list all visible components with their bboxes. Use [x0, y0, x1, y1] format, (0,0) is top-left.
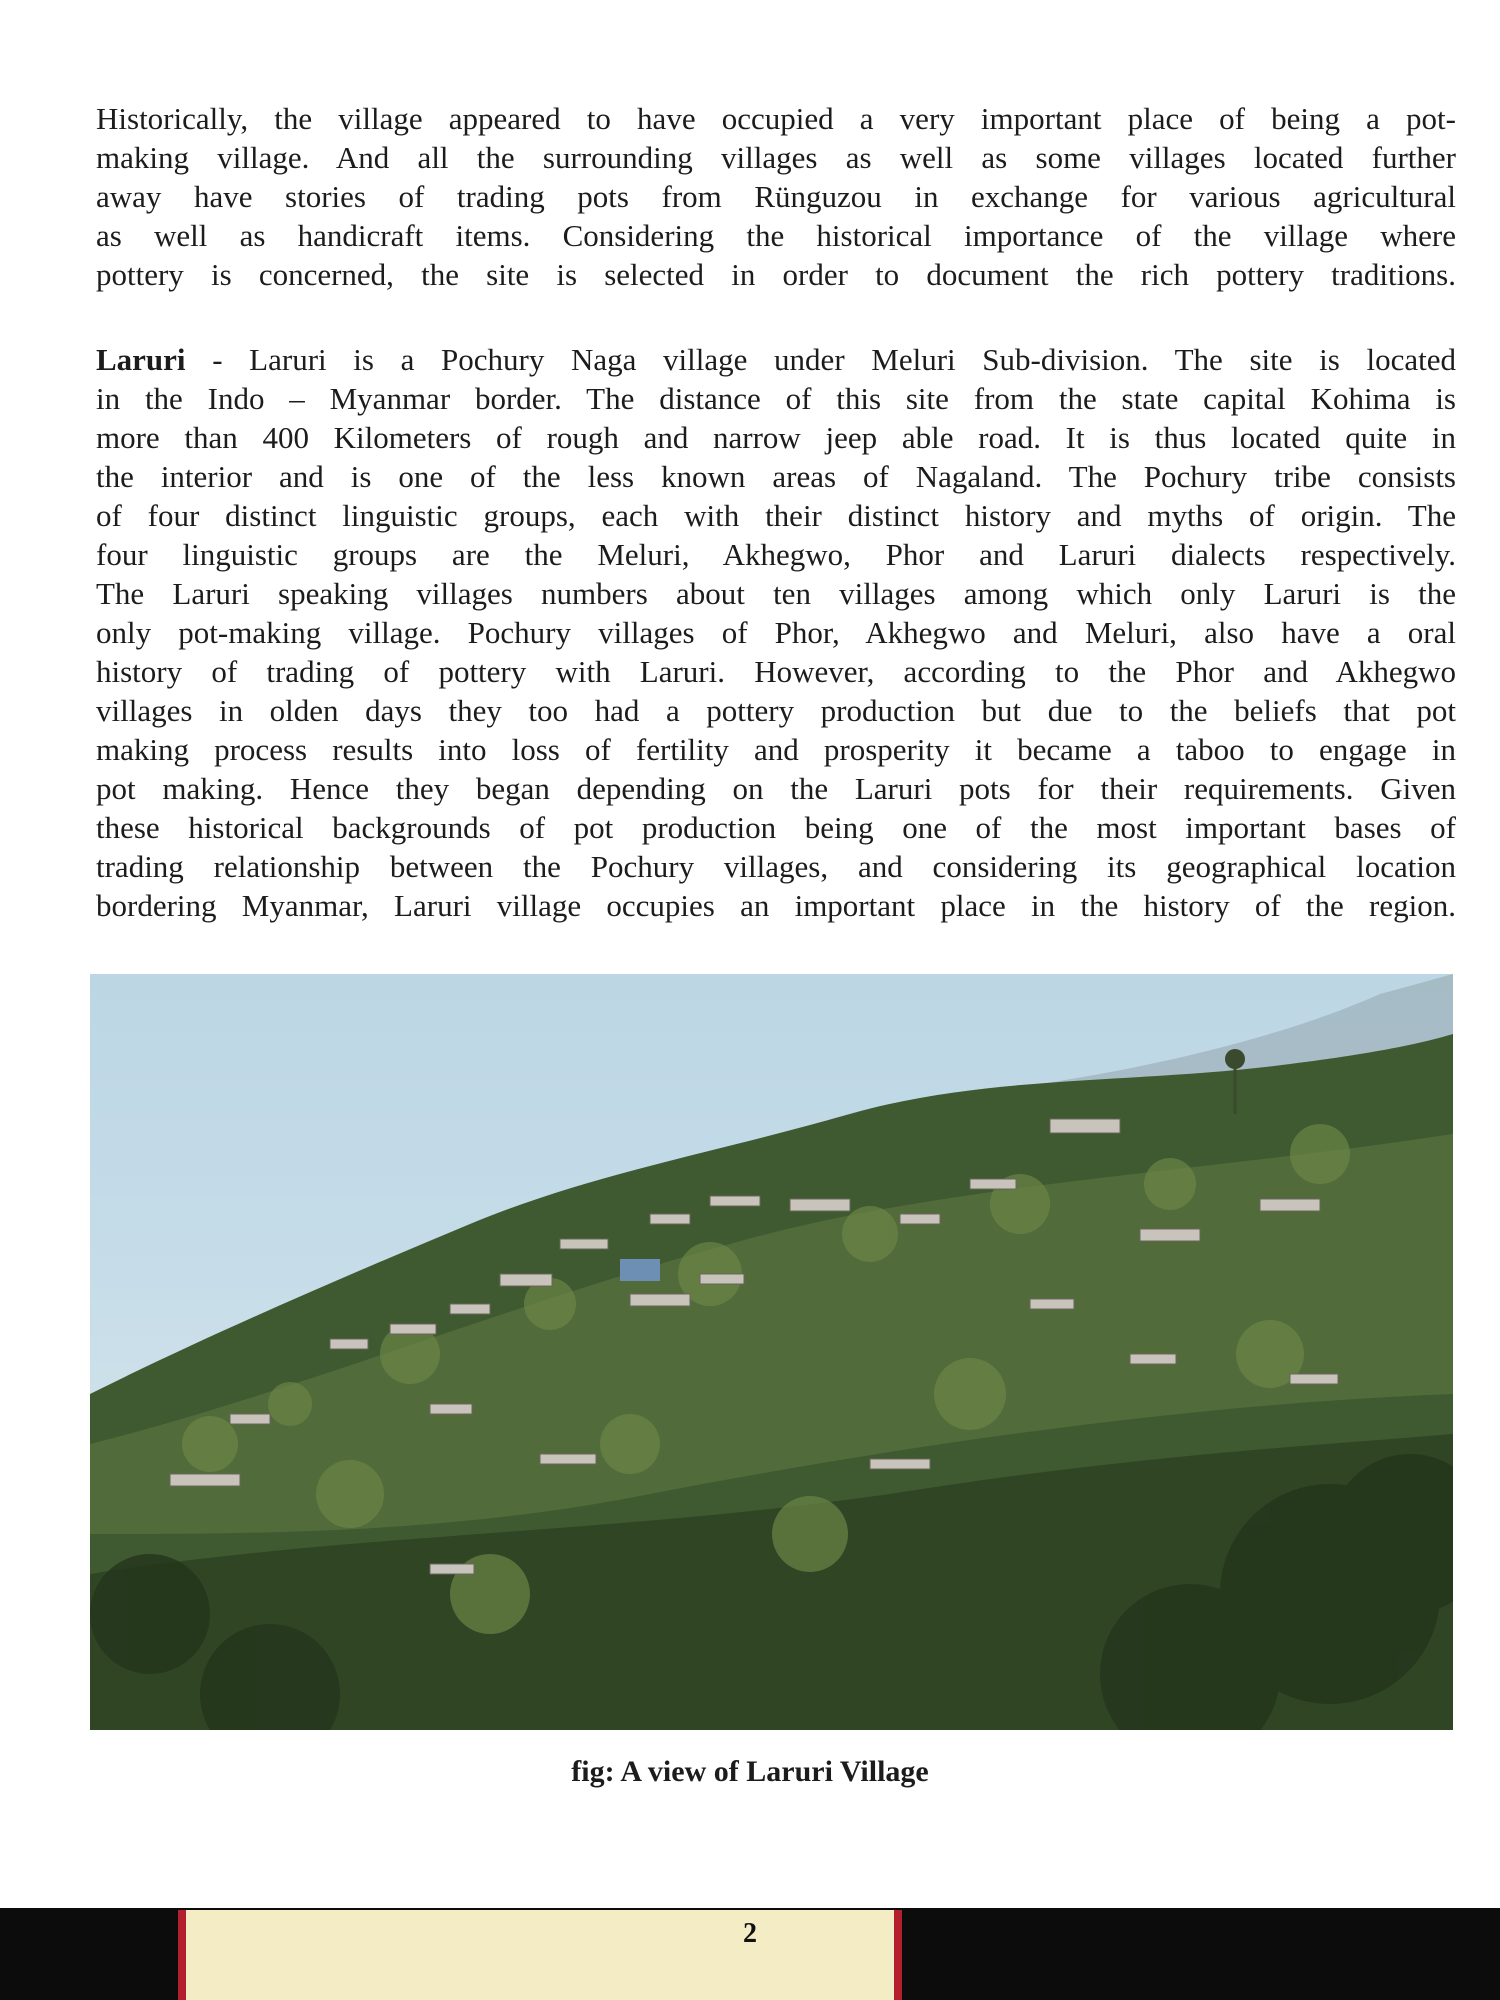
paragraph-line: villages in olden days they too had a pottery production but due to the beliefs that pot	[96, 693, 1456, 728]
paragraph-line: away have stories of trading pots from Rüngu​zou in exchange for various agricultural	[96, 179, 1456, 214]
paragraph-line: more than 400 Kilometers of rough and narrow jeep able road. It is thus located quite in	[96, 420, 1456, 455]
paragraph-history	[96, 99, 1456, 294]
paragraph-line: Historically, the village appeared to have occupied a very important place of being a pot-	[96, 101, 1456, 136]
paragraph-line: these historical backgrounds of pot production being one of the most important bases of	[96, 810, 1456, 845]
paragraph-line: making process results into loss of fertility and prosperity it became a taboo to engage in	[96, 732, 1456, 767]
figure-caption: fig: A view of Laruri Village	[571, 1755, 929, 1788]
paragraph-line: The Laruri speaking villages numbers about ten villages among which only Laruri is the	[96, 576, 1456, 611]
paragraph-line: four linguistic groups are the Meluri, Akhegwo, Phor and Laruri dialects respectively.	[96, 537, 1456, 572]
paragraph-line: as well as handicraft items. Considering the historical importance of the village where	[96, 218, 1456, 253]
paragraph-line: pot making. Hence they began depending on the Laruri pots for their requirements. Given	[96, 771, 1456, 806]
paragraph-line	[96, 340, 1456, 379]
paragraph-laruri	[96, 340, 1456, 925]
paragraph-text: - Laruri is a Pochury Naga village under Meluri Sub-division. The site is located	[185, 342, 1456, 377]
paragraph-line: history of trading of pottery with Laruri. However, according to the Phor and Akhegwo	[96, 654, 1456, 689]
paragraph-line: bordering Myanmar, Laruri village occupies an important place in the history of the region.	[96, 888, 1456, 923]
paragraph-line: trading relationship between the Pochury villages, and considering its geographical location	[96, 849, 1456, 884]
village-hillside-illustration	[90, 974, 1453, 1730]
village-photo	[90, 974, 1453, 1730]
paragraph-line: making village. And all the surrounding villages as well as some villages located further	[96, 140, 1456, 175]
paragraph-line: the interior and is one of the less known areas of Nagaland. The Pochury tribe consists	[96, 459, 1456, 494]
paragraph-line: in the Indo – Myanmar border. The distance of this site from the state capital Kohima is	[96, 381, 1456, 416]
paragraph-line: only pot-making village. Pochury villages of Phor, Akhegwo and Meluri, also have a oral	[96, 615, 1456, 650]
paragraph-line: pottery is concerned, the site is selected in order to document the rich pottery traditions.	[96, 257, 1456, 292]
paragraph-line: of four distinct linguistic groups, each with their distinct history and myths of origin. The	[96, 498, 1456, 533]
section-heading-laruri: Laruri	[96, 342, 186, 377]
page-number: 2	[743, 1918, 757, 1949]
